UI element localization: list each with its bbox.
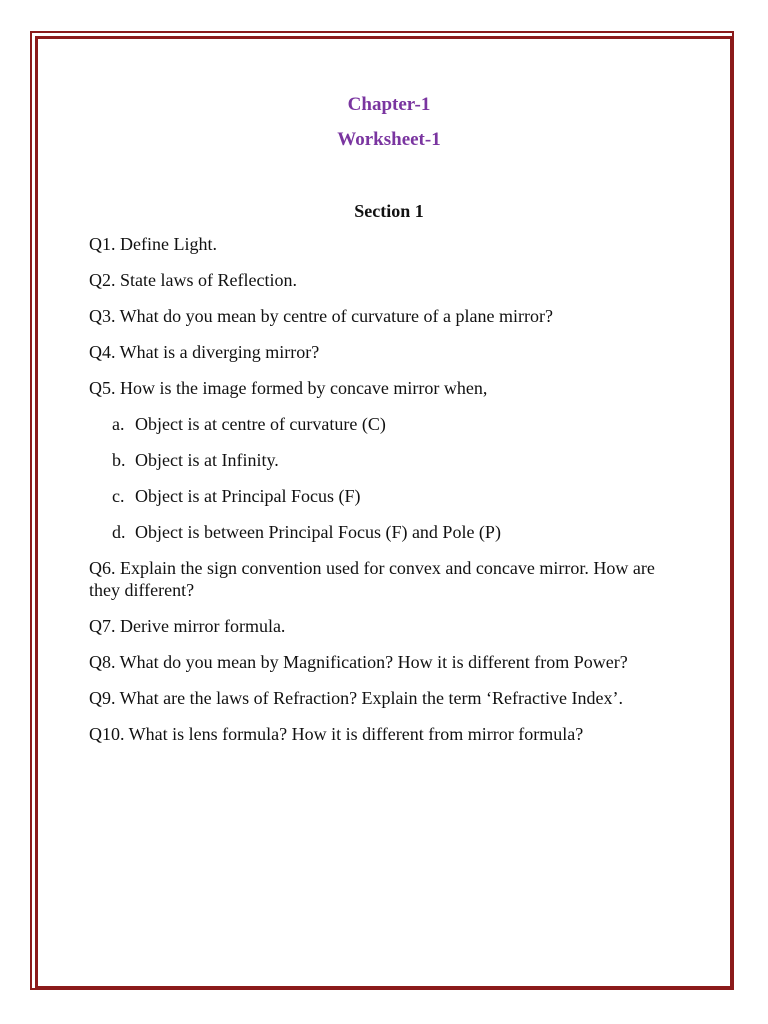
sub-text: Object is at centre of curvature (C)	[135, 414, 386, 434]
question-3: Q3. What do you mean by centre of curvature of a plane mirror?	[89, 306, 553, 326]
sub-letter: a.	[112, 414, 125, 434]
question-7: Q7. Derive mirror formula.	[89, 616, 286, 636]
sub-text: Object is between Principal Focus (F) and Pole (P)	[135, 522, 501, 542]
question-5-sub-c	[89, 485, 689, 507]
question-8: Q8. What do you mean by Magnification? How it is different from Power?	[89, 652, 628, 672]
question-10: Q10. What is lens formula? How it is different from mirror formula?	[89, 724, 584, 744]
question-5: Q5. How is the image formed by concave mirror when,	[89, 378, 488, 398]
section-title: Section 1	[354, 201, 424, 221]
worksheet-title: Worksheet-1	[337, 129, 441, 150]
question-5-sub-b	[89, 449, 689, 471]
question-6: Q6. Explain the sign convention used for convex and concave mirror. How are they different?	[89, 558, 655, 600]
sub-text: Object is at Principal Focus (F)	[135, 486, 361, 506]
question-4: Q4. What is a diverging mirror?	[89, 342, 320, 362]
chapter-title: Chapter-1	[347, 94, 431, 115]
question-1: Q1. Define Light.	[89, 234, 217, 254]
sub-letter: b.	[112, 450, 126, 470]
sub-text: Object is at Infinity.	[135, 450, 279, 470]
sub-letter: d.	[112, 522, 126, 542]
sub-letter: c.	[112, 486, 125, 506]
question-2: Q2. State laws of Reflection.	[89, 270, 297, 290]
question-5-sub-d	[89, 521, 689, 543]
question-9: Q9. What are the laws of Refraction? Explain the term ‘Refractive Index’.	[89, 688, 623, 708]
worksheet-content	[89, 92, 689, 745]
question-5-sub-a	[89, 413, 689, 435]
